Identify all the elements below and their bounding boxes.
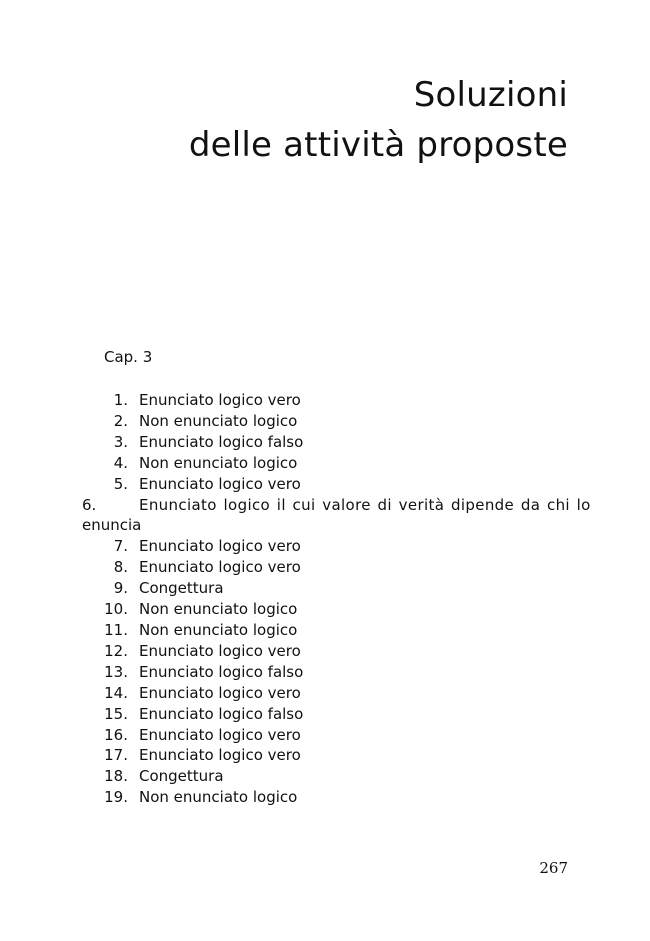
- list-item: [82, 474, 568, 495]
- item-number: 2.: [113, 411, 128, 430]
- list-item: [82, 683, 568, 704]
- item-number: 14.: [104, 683, 128, 702]
- list-item: [82, 641, 568, 662]
- item-number: 5.: [113, 474, 128, 493]
- item-number: 3.: [113, 432, 128, 451]
- item-text: Enunciato logico vero: [139, 683, 301, 702]
- list-item: [82, 725, 568, 746]
- item-text: Enunciato logico vero: [139, 725, 301, 744]
- item-number: 18.: [104, 767, 128, 786]
- page-number: 267: [539, 859, 568, 877]
- list-item: [82, 599, 568, 620]
- list-item: [82, 745, 568, 766]
- item-number: 9.: [113, 579, 128, 598]
- item-number: 15.: [104, 704, 128, 723]
- item-number: 19.: [104, 788, 128, 807]
- item-number: 7.: [113, 537, 128, 556]
- list-item: [82, 662, 568, 683]
- item-text: Enunciato logico vero: [139, 391, 301, 409]
- item-text: Enunciato logico vero: [139, 474, 301, 493]
- list-item: [82, 453, 568, 474]
- solutions-list: [82, 390, 591, 808]
- item-number: 1.: [113, 391, 128, 409]
- item-text: Enunciato logico vero: [139, 641, 301, 660]
- item-text: Enunciato logico il cui valore di verità dipende da chi lo: [139, 495, 591, 514]
- item-number: 13.: [104, 662, 128, 681]
- list-item-wrapped: [82, 495, 591, 537]
- item-text: Enunciato logico falso: [139, 704, 304, 723]
- item-text: Enunciato logico falso: [139, 662, 304, 681]
- list-item: [82, 557, 568, 578]
- item-text: Non enunciato logico: [139, 411, 298, 430]
- page-title: [189, 70, 568, 170]
- item-number: 6.: [82, 495, 97, 514]
- title-line-2: delle attività proposte: [188, 125, 568, 165]
- list-item: [82, 390, 568, 411]
- list-item: [82, 766, 568, 787]
- item-number: 11.: [104, 620, 128, 639]
- item-text: Non enunciato logico: [139, 620, 298, 639]
- list-item: [82, 432, 568, 453]
- list-item: [82, 578, 568, 599]
- item-number: 17.: [104, 746, 128, 765]
- item-number: 4.: [113, 453, 128, 472]
- item-text: Non enunciato logico: [139, 453, 298, 472]
- item-number: 8.: [113, 558, 128, 577]
- list-item: [82, 411, 568, 432]
- item-text: Enunciato logico vero: [139, 746, 301, 765]
- list-item: [82, 787, 568, 808]
- item-text: Non enunciato logico: [139, 600, 298, 619]
- item-text: Congettura: [139, 579, 224, 598]
- item-text: Enunciato logico vero: [139, 537, 301, 556]
- item-number: 16.: [104, 725, 128, 744]
- list-item: [82, 620, 568, 641]
- item-text: Non enunciato logico: [139, 788, 298, 807]
- item-text-first-line: [82, 495, 591, 516]
- item-text-second-line: enuncia: [82, 516, 142, 535]
- list-item: [82, 704, 568, 725]
- item-text: Enunciato logico vero: [139, 558, 301, 577]
- item-text: Congettura: [139, 767, 224, 786]
- chapter-heading: Cap. 3: [104, 348, 153, 366]
- item-number: 10.: [104, 600, 128, 619]
- title-line-1: Soluzioni: [413, 75, 568, 115]
- item-text: Enunciato logico falso: [139, 432, 304, 451]
- item-number: 12.: [104, 641, 128, 660]
- list-item: [82, 536, 568, 557]
